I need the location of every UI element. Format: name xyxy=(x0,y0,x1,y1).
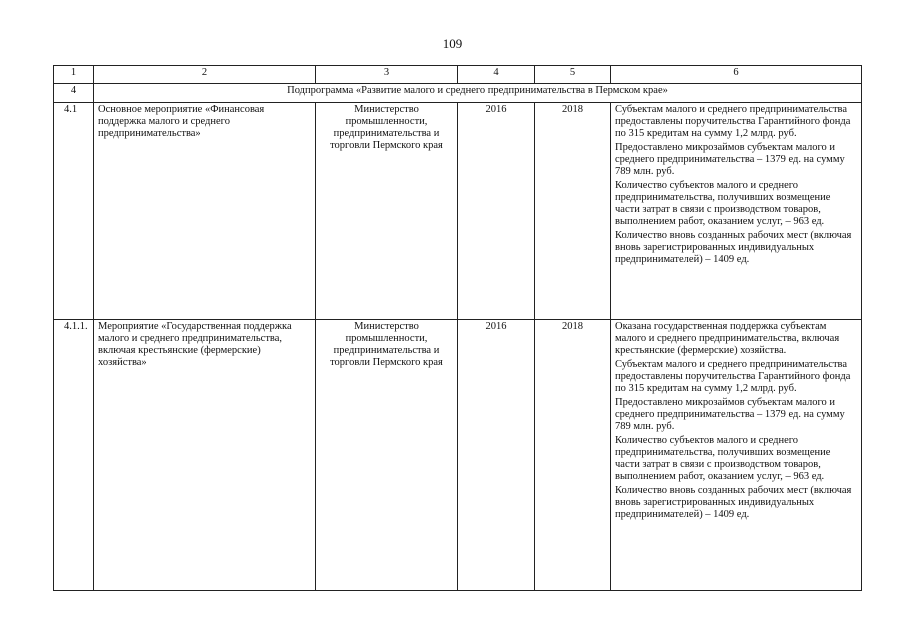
result-paragraph: Предоставлено микрозаймов субъектам малого и среднего предпринимательства – 1379 ед. на сумму 789 млн. руб. xyxy=(615,397,845,432)
column-number-header-row xyxy=(54,66,862,84)
result-paragraph: Субъектам малого и среднего предпринимательства предоставлены поручительства Гарантийного фонда по 315 кредитам на сумму 1,2 млрд. руб. xyxy=(615,359,851,394)
item-start-year: 2016 xyxy=(458,103,535,320)
result-paragraph: Субъектам малого и среднего предпринимательства предоставлены поручительства Гарантийного фонда по 315 кредитам на сумму 1,2 млрд. руб. xyxy=(615,104,851,139)
item-end-year: 2018 xyxy=(535,103,611,320)
subprogram-number: 4 xyxy=(54,84,94,103)
result-paragraph: Оказана государственная поддержка субъектам малого и среднего предпринимательства, включая крестьянские (фермерские) хозяйства. xyxy=(615,321,840,356)
table-row xyxy=(54,320,862,591)
result-paragraph: Количество субъектов малого и среднего предпринимательства, получивших возмещение части затрат в связи с производством товаров, выполнением работ, оказанием услуг, – 963 ед. xyxy=(615,180,831,227)
item-name: Основное мероприятие «Финансовая поддержка малого и среднего предпринимательства» xyxy=(94,103,316,320)
item-executor: Министерство промышленности, предпринимательства и торговли Пермского края xyxy=(316,320,458,591)
subprogram-title: Подпрограмма «Развитие малого и среднего предпринимательства в Пермском крае» xyxy=(94,84,862,103)
result-paragraph: Количество вновь созданных рабочих мест (включая вновь зарегистрированных индивидуальных предпринимателей) – 1409 ед. xyxy=(615,230,852,265)
item-number: 4.1 xyxy=(54,103,94,320)
item-results xyxy=(611,320,862,591)
column-header: 2 xyxy=(94,66,316,84)
result-paragraph: Количество субъектов малого и среднего предпринимательства, получивших возмещение части затрат в связи с производством товаров, выполнением работ, оказанием услуг, – 963 ед. xyxy=(615,435,831,482)
column-header: 4 xyxy=(458,66,535,84)
column-header: 5 xyxy=(535,66,611,84)
column-header: 3 xyxy=(316,66,458,84)
column-header: 1 xyxy=(54,66,94,84)
subprogram-row xyxy=(54,84,862,103)
result-paragraph: Предоставлено микрозаймов субъектам малого и среднего предпринимательства – 1379 ед. на сумму 789 млн. руб. xyxy=(615,142,845,177)
table-row xyxy=(54,103,862,320)
item-number: 4.1.1. xyxy=(54,320,94,591)
item-end-year: 2018 xyxy=(535,320,611,591)
page-number: 109 xyxy=(442,36,463,51)
item-start-year: 2016 xyxy=(458,320,535,591)
item-executor: Министерство промышленности, предпринимательства и торговли Пермского края xyxy=(316,103,458,320)
column-header: 6 xyxy=(611,66,862,84)
result-paragraph: Количество вновь созданных рабочих мест (включая вновь зарегистрированных индивидуальных предпринимателей) – 1409 ед. xyxy=(615,485,852,520)
item-results xyxy=(611,103,862,320)
program-table xyxy=(53,65,862,591)
item-name: Мероприятие «Государственная поддержка малого и среднего предпринимательства, включая крестьянские (фермерские) хозяйства» xyxy=(94,320,316,591)
